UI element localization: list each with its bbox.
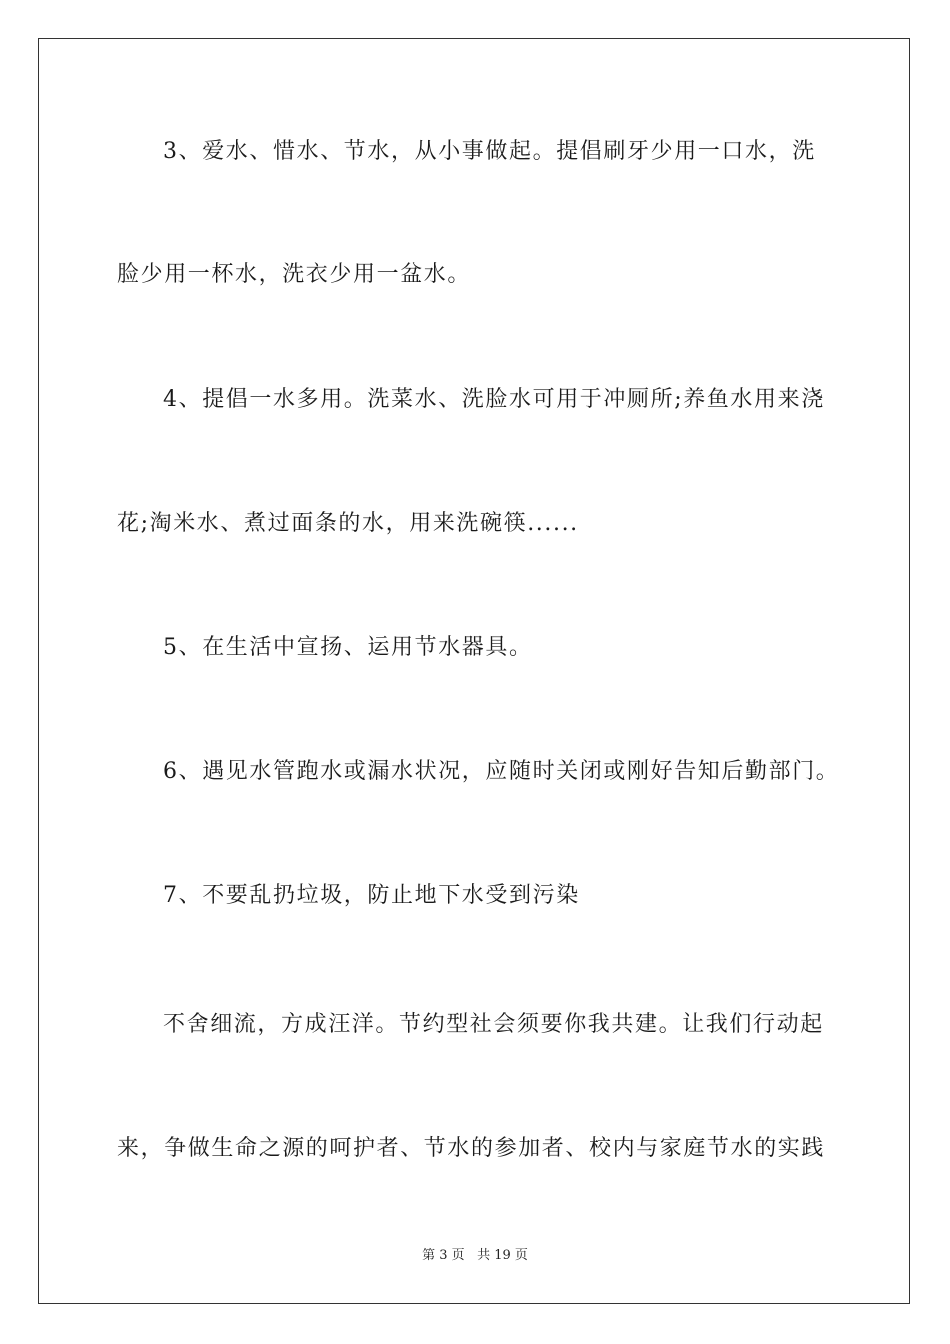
closing-paragraph-line-1: 不舍细流，方成汪洋。节约型社会须要你我共建。让我们行动起 bbox=[163, 1012, 824, 1037]
paragraph-5: 5、在生活中宣扬、运用节水器具。 bbox=[163, 635, 533, 660]
page-footer bbox=[0, 1247, 950, 1265]
page-number: 第 3 页 bbox=[422, 1248, 465, 1263]
total-pages: 共 19 页 bbox=[477, 1248, 528, 1263]
page-border bbox=[38, 38, 910, 1304]
paragraph-7: 7、不要乱扔垃圾，防止地下水受到污染 bbox=[163, 883, 580, 908]
paragraph-3-line-1: 3、爱水、惜水、节水，从小事做起。提倡刷牙少用一口水，洗 bbox=[163, 139, 816, 164]
closing-paragraph-line-2: 来，争做生命之源的呵护者、节水的参加者、校内与家庭节水的实践 bbox=[117, 1136, 826, 1161]
paragraph-4-line-1: 4、提倡一水多用。洗菜水、洗脸水可用于冲厕所;养鱼水用来浇 bbox=[163, 387, 825, 412]
paragraph-3-line-2: 脸少用一杯水，洗衣少用一盆水。 bbox=[117, 262, 472, 287]
paragraph-6: 6、遇见水管跑水或漏水状况，应随时关闭或刚好告知后勤部门。 bbox=[163, 759, 840, 784]
paragraph-4-line-2: 花;淘米水、煮过面条的水，用来洗碗筷...... bbox=[117, 511, 579, 536]
